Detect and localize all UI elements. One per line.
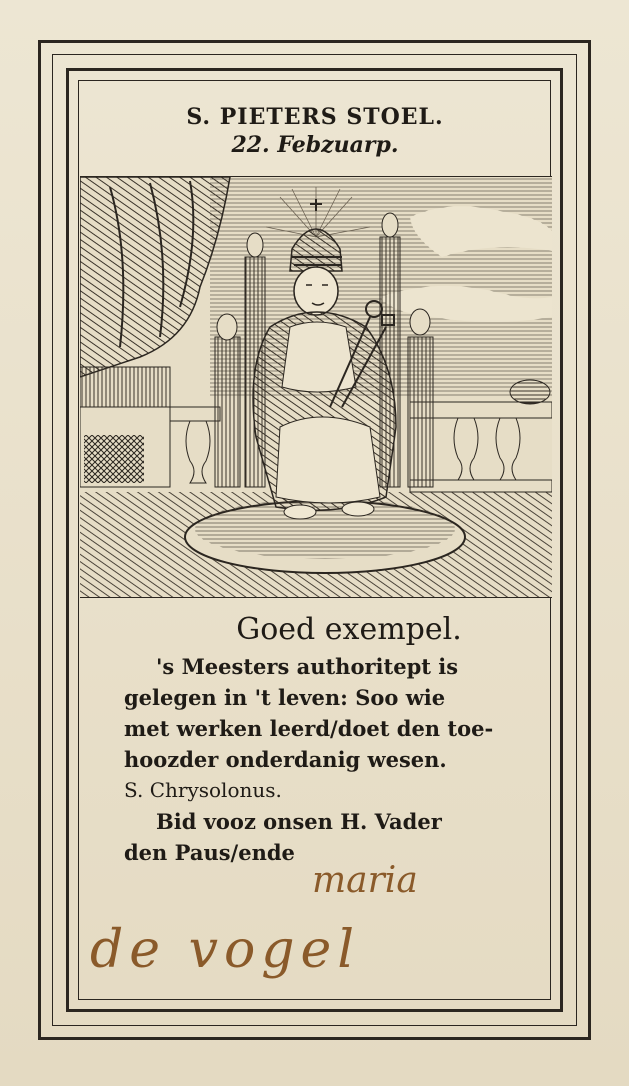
text-line: 's Meesters authoritept is (156, 654, 459, 679)
text-block (124, 612, 544, 868)
text-line: met werken leerd/doet den toe- (124, 716, 494, 741)
title-cartouche (80, 84, 550, 176)
text-line: gelegen in 't leven: Soo wie (124, 685, 446, 710)
handwritten-name-de-vogel: de vogel (90, 920, 360, 980)
feast-date: 22. Febzuarp. (231, 132, 399, 158)
feast-title: S. PIETERS STOEL. (186, 104, 444, 130)
text-line: den Paus/ende (124, 840, 295, 865)
engraving-illustration (80, 176, 552, 598)
text-line: hoozder onderdanig wesen. (124, 747, 447, 772)
text-line-attribution: S. Chrysolonus. (124, 778, 282, 802)
handwritten-name-maria: maria (312, 860, 418, 901)
heading-good-example: Goed exempel. (236, 612, 462, 647)
text-line: Bid vooz onsen H. Vader (156, 809, 442, 834)
pope-on-throne-engraving (80, 177, 552, 597)
